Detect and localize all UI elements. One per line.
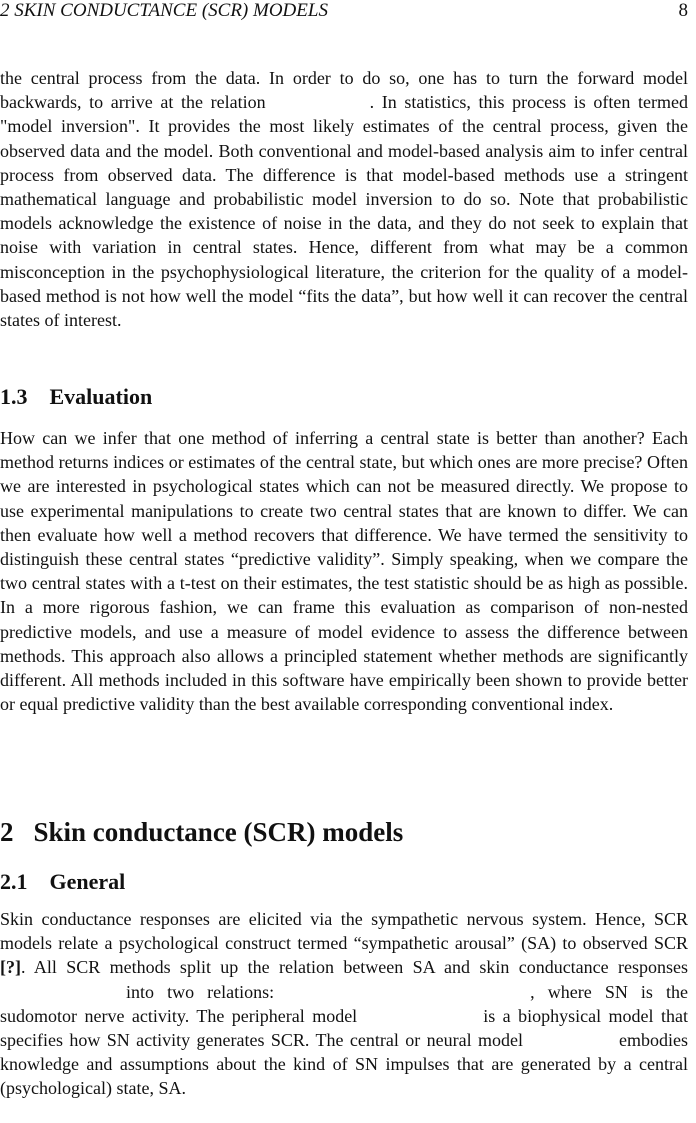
intro-text-after-formula: . In statistics, this process is often termed "model inversion". It provides the most likely estimates of the central process, given the observed data and the model. Both conventional and model-based analysis aim to infer central process from observed data. The difference is that model-based methods use a stringent mathematical language and probabilistic model inversion to do so. Note that probabilistic models acknowledge the existence of noise in the data, and they do not seek to explain that noise with variation in central states. Hence, different from what may be a common misconception in the psychophysiological literature, the criterion for the quality of a model-based method is not how well the model “fits the data”, but how well it can recover the central states of interest. bbox=[0, 92, 689, 331]
general-text-1: Skin conductance responses are elicited via the sympathetic nervous system. Hence, SCR models relate a psychological construct termed “sympathetic arousal” (SA) to observed SCR bbox=[0, 909, 688, 954]
citation-reference: [?] bbox=[0, 957, 21, 978]
general-paragraph bbox=[0, 907, 688, 1101]
intro-paragraph bbox=[0, 66, 688, 332]
section-number: 2.1 bbox=[0, 869, 28, 894]
page-number: 8 bbox=[678, 0, 688, 21]
general-text-4: , where SN is the sudomotor nerve activity. The peripheral model bbox=[0, 981, 689, 1026]
section-number: 2 bbox=[0, 817, 14, 847]
running-header-section: 2 SKIN CONDUCTANCE (SCR) MODELS bbox=[0, 0, 328, 21]
general-text-2: . All SCR methods split up the relation between SA and skin conductance responses bbox=[21, 957, 688, 978]
section-title: Evaluation bbox=[49, 384, 153, 409]
section-title: Skin conductance (SCR) models bbox=[33, 817, 404, 847]
evaluation-paragraph: How can we infer that one method of inferring a central state is better than another? Each method returns indices or estimates of the central state, but which ones are more precise? Often we are interested in psychological states which can not be measured directly. We propose to use experimental manipulations to create two central states that are known to differ. We can then evaluate how well a method recovers that difference. We have termed the sensitivity to distinguish these central states “predictive validity”. Simply speaking, when we compare the two central states with a t-test on their estimates, the test statistic should be as high as possible. In a more rigorous fashion, we can frame this evaluation as comparison of non-nested predictive models, and use a measure of model evidence to assess the difference between methods. This approach also allows a principled statement whether methods are significantly different. All methods included in this software have empirically been shown to provide better or equal predictive validity than the best available corresponding conventional index. bbox=[0, 428, 688, 715]
section-heading-2 bbox=[0, 816, 403, 848]
general-text-5: is a biophysical model that specifies how SN activity generates SCR. The central or neural model bbox=[0, 1005, 688, 1051]
general-text-3: into two relations: bbox=[126, 981, 275, 1002]
section-heading-1-3 bbox=[0, 384, 152, 410]
section-number: 1.3 bbox=[0, 384, 28, 409]
running-header bbox=[0, 0, 688, 22]
general-text-6: embodies knowledge and assumptions about the kind of SN impulses that are generated by a central (psychological) state, SA. bbox=[0, 1030, 688, 1099]
section-title: General bbox=[49, 869, 126, 894]
intro-text-before-formula: the central process from the data. In order to do so, one has to turn the forward model backwards, to arrive at the relation bbox=[0, 68, 688, 113]
section-heading-2-1 bbox=[0, 869, 125, 895]
